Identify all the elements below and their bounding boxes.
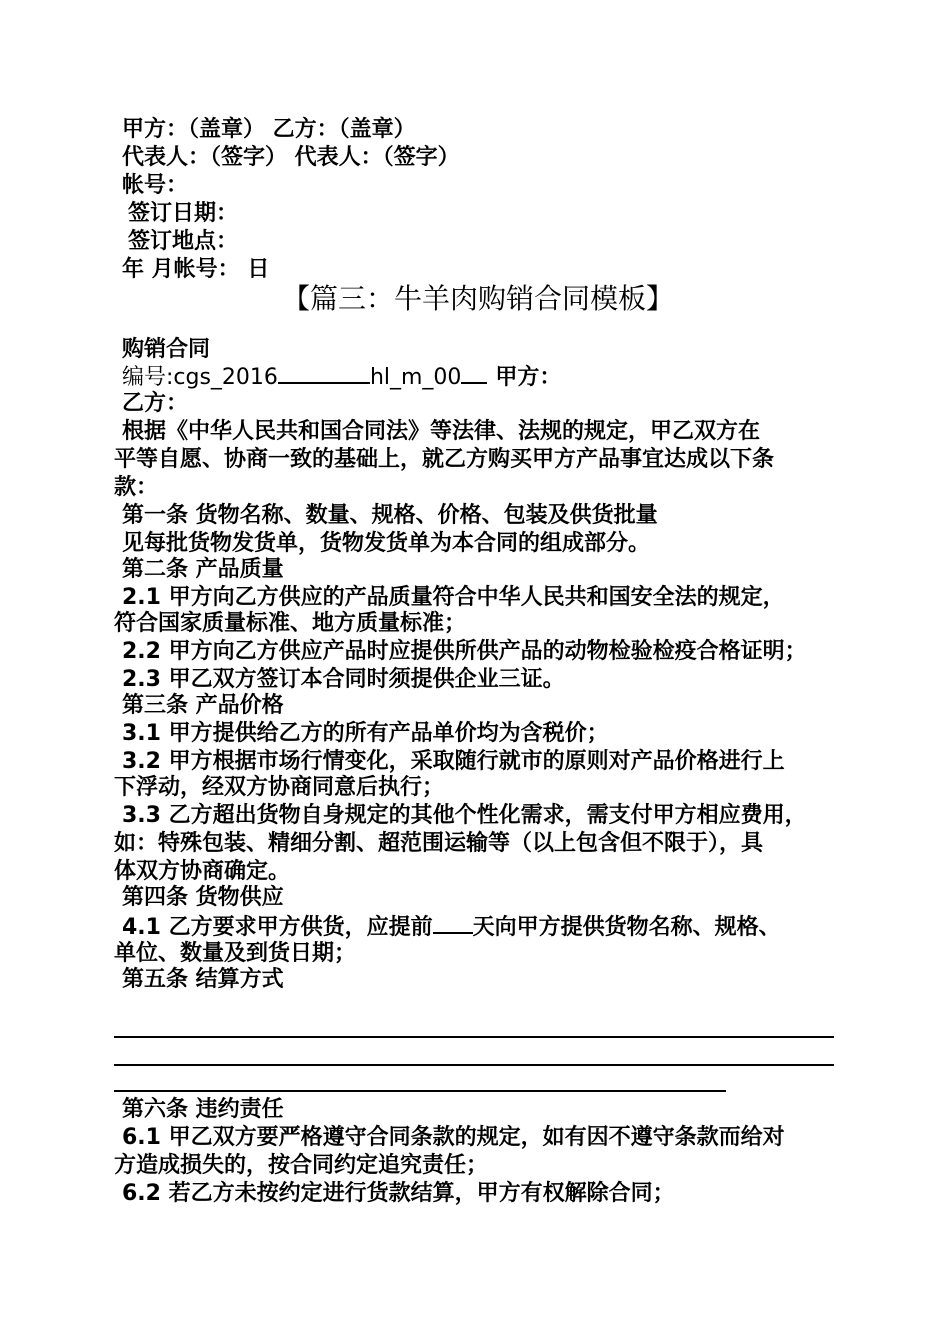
article-2-title: 第二条 产品质量 — [122, 557, 284, 582]
article-1-text: 见每批货物发货单，货物发货单为本合同的组成部分。 — [122, 531, 651, 556]
article-4-1-suffix: 天向甲方提供货物名称、规格、 — [472, 915, 781, 940]
contract-party-b-label: 乙方： — [122, 391, 189, 416]
article-3-title: 第三条 产品价格 — [122, 693, 284, 718]
article-2-3: 2.3 甲乙双方签订本合同时须提供企业三证。 — [122, 667, 565, 692]
contract-intro-line-2: 平等自愿、协商一致的基础上，就乙方购买甲方产品事宜达成以下条 — [114, 447, 775, 472]
signature-line-sign-date: 签订日期： — [128, 201, 239, 226]
contract-heading: 购销合同 — [122, 337, 211, 362]
contract-number-line — [122, 362, 561, 392]
article-6-1-line-2: 方造成损失的，按合同约定追究责任； — [114, 1153, 489, 1178]
article-3-2-line-2: 下浮动，经双方协商同意后执行； — [114, 775, 445, 800]
contract-number-blank-2 — [461, 362, 487, 384]
section-title: 【篇三：牛羊肉购销合同模板】 — [282, 282, 675, 315]
signature-line-account: 帐号： — [122, 173, 189, 198]
settlement-blank-line-1 — [114, 1036, 834, 1038]
article-3-3-line-3: 体双方协商确定。 — [114, 859, 291, 884]
article-3-2-line-1: 3.2 甲方根据市场行情变化，采取随行就市的原则对产品价格进行上 — [122, 749, 785, 774]
contract-number-prefix: 编号:cgs_2016 — [122, 365, 278, 390]
settlement-blank-line-3 — [114, 1090, 726, 1092]
contract-intro-line-1: 根据《中华人民共和国合同法》等法律、法规的规定，甲乙双方在 — [122, 419, 761, 444]
article-2-2: 2.2 甲方向乙方供应产品时应提供所供产品的动物检验检疫合格证明； — [122, 639, 807, 664]
article-4-1-days-blank — [433, 912, 473, 934]
article-4-title: 第四条 货物供应 — [122, 885, 284, 910]
article-3-3-line-2: 如：特殊包装、精细分割、超范围运输等（以上包含但不限于），具 — [114, 831, 764, 856]
article-4-1-line-2: 单位、数量及到货日期； — [114, 941, 357, 966]
contract-number-mid: hl_m_00 — [369, 365, 462, 390]
article-6-2: 6.2 若乙方未按约定进行货款结算，甲方有权解除合同； — [122, 1181, 675, 1206]
signature-line-sign-place: 签订地点： — [128, 229, 239, 254]
article-2-1-line-1: 2.1 甲方向乙方供应的产品质量符合中华人民共和国安全法的规定， — [122, 585, 785, 610]
article-3-3-line-1: 3.3 乙方超出货物自身规定的其他个性化需求，需支付甲方相应费用， — [122, 803, 807, 828]
article-3-1: 3.1 甲方提供给乙方的所有产品单价均为含税价； — [122, 721, 609, 746]
article-5-title: 第五条 结算方式 — [122, 967, 284, 992]
contract-number-blank-1 — [278, 362, 370, 384]
article-1-title: 第一条 货物名称、数量、规格、价格、包装及供货批量 — [122, 503, 658, 528]
article-2-1-line-2: 符合国家质量标准、地方质量标准； — [114, 611, 467, 636]
article-6-1-line-1: 6.1 甲乙双方要严格遵守合同条款的规定，如有因不遵守条款而给对 — [122, 1125, 785, 1150]
article-4-1-line-1 — [122, 912, 781, 942]
signature-line-representatives: 代表人：（签字） 代表人：（签字） — [122, 145, 460, 170]
settlement-blank-line-2 — [114, 1064, 834, 1066]
contract-intro-line-3: 款： — [114, 475, 159, 500]
signature-line-parties: 甲方：（盖章） 乙方：（盖章） — [122, 117, 416, 142]
signature-line-date: 年 月帐号： 日 — [122, 257, 270, 282]
article-4-1-prefix: 4.1 乙方要求甲方供货，应提前 — [122, 915, 433, 940]
article-6-title: 第六条 违约责任 — [122, 1097, 284, 1122]
contract-party-a-label: 甲方： — [495, 365, 562, 390]
